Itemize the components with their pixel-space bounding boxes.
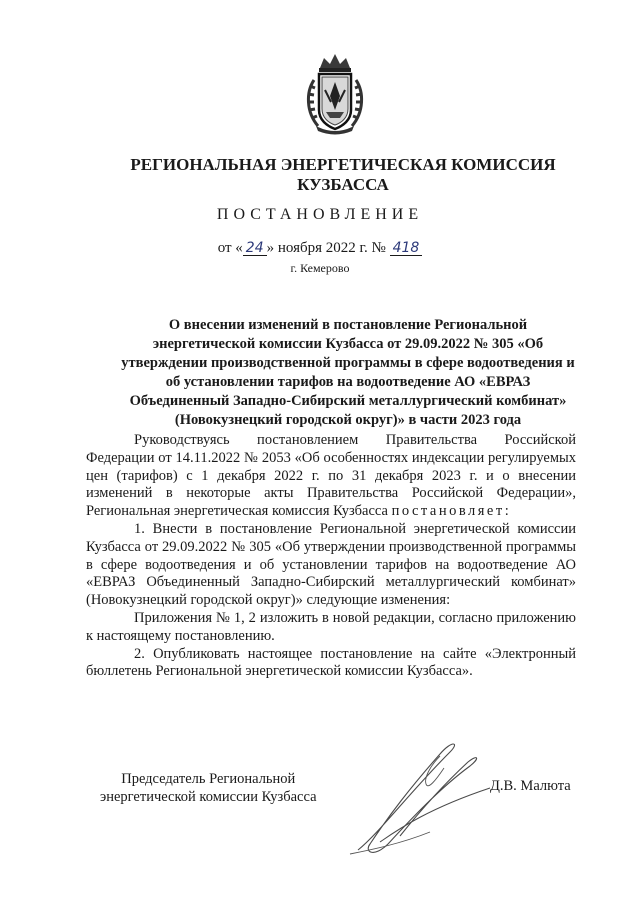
paragraph-item-2: 2. Опубликовать настоящее постановление на сайте «Электронный бюллетень Региональной энергетической комиссии Кузбасса».	[86, 645, 576, 680]
signatory-title-line-2: энергетической комиссии Кузбасса	[100, 789, 317, 805]
handwritten-signature	[340, 732, 500, 872]
heading-line: утверждении производственной программы в сфере водоотведения и	[121, 355, 575, 371]
document-heading	[104, 316, 592, 430]
organization-name	[60, 155, 626, 195]
heading-line: (Новокузнецкий городской округ)» в части 2023 года	[174, 412, 522, 428]
date-prefix: от «	[217, 240, 243, 256]
document-body	[86, 432, 576, 681]
coat-of-arms-emblem	[302, 52, 368, 136]
heading-line: Объединенный Западно-Сибирский металлургический комбинат»	[129, 393, 567, 409]
organization-name-line-1: РЕГИОНАЛЬНАЯ ЭНЕРГЕТИЧЕСКАЯ КОМИССИЯ	[130, 155, 556, 174]
signatory-name: Д.В. Малюта	[490, 778, 571, 794]
signatory-title	[100, 770, 317, 806]
document-type: ПОСТАНОВЛЕНИЕ	[216, 206, 424, 223]
heading-line: об установлении тарифов на водоотведение АО «ЕВРАЗ	[165, 374, 531, 390]
signatory-title-line-1: Председатель Региональной	[121, 771, 296, 787]
handwritten-document-number: 418	[390, 241, 423, 256]
date-line	[0, 240, 640, 257]
decree-verb: постановляет:	[391, 503, 512, 520]
date-middle: » ноября 2022 г. №	[266, 240, 390, 256]
heading-line: О внесении изменений в постановление Региональной	[168, 317, 528, 333]
preamble-text: Руководствуясь постановлением Правительства Российской Федерации от 14.11.2022 № 2053 «Об особенностях индексации регулируемых цен (тарифов) с 1 декабря 2022 г. по 31 декабря 2023 г. и о внесении изменений в некоторые акты Правительства Российской Федерации», Региональная энергетическая комиссия Кузбасса	[86, 432, 576, 520]
heading-line: энергетической комиссии Кузбасса от 29.09.2022 № 305 «Об	[152, 336, 544, 352]
paragraph-preamble	[86, 432, 576, 521]
organization-name-line-2: КУЗБАССА	[297, 175, 389, 194]
paragraph-appendix: Приложения № 1, 2 изложить в новой редакции, согласно приложению к настоящему постановлению.	[86, 609, 576, 644]
city: г. Кемерово	[290, 261, 350, 275]
paragraph-item-1: 1. Внести в постановление Региональной энергетической комиссии Кузбасса от 29.09.2022 № 305 «Об утверждении производственной программы в сфере водоотведения и об установлении тарифов на водоотведение АО «ЕВРАЗ Объединенный Западно-Сибирский металлургический комбинат» (Новокузнецкий городской округ)» следующие изменения:	[86, 520, 576, 609]
handwritten-day: 24	[243, 241, 267, 256]
